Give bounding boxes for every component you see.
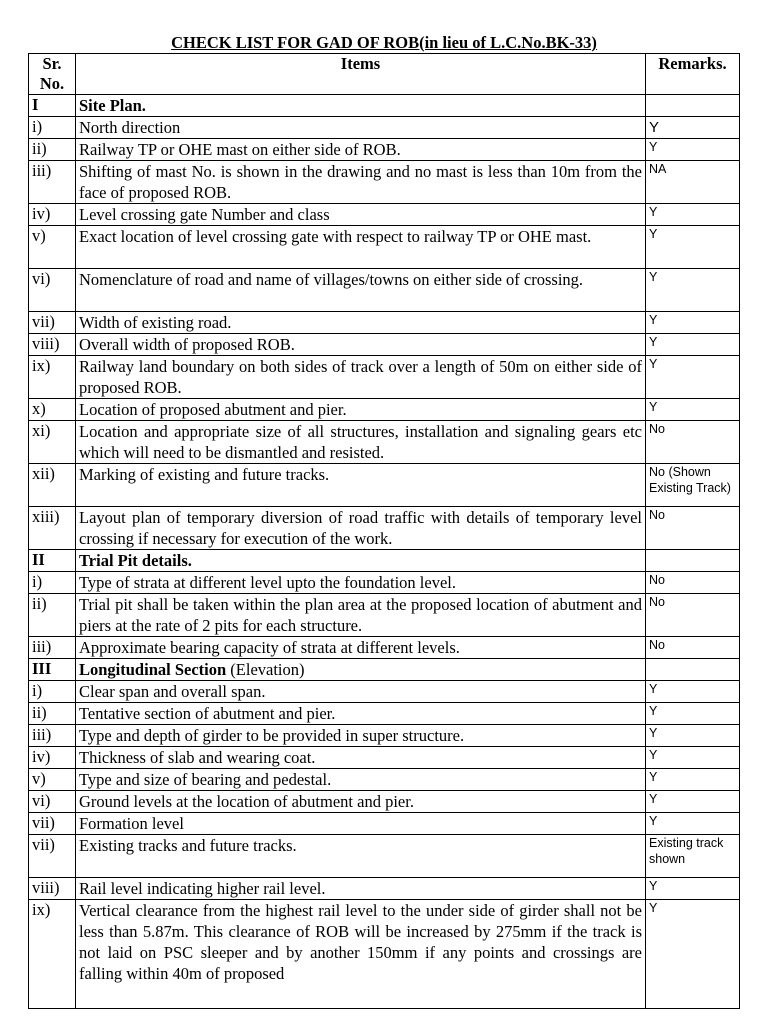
table-row (29, 312, 740, 334)
row-item: Tentative section of abutment and pier. (76, 703, 646, 725)
row-sr-no: v) (29, 769, 76, 791)
row-sr-no: iii) (29, 637, 76, 659)
row-item: Location and appropriate size of all structures, installation and signaling gears etc which will need to be dismantled and resisted. (76, 421, 646, 464)
row-item: Clear span and overall span. (76, 681, 646, 703)
row-item: Nomenclature of road and name of villages/towns on either side of crossing. (76, 269, 646, 312)
row-sr-no: III (29, 659, 76, 681)
row-remark (646, 550, 740, 572)
row-remark: Y (646, 725, 740, 747)
row-sr-no: vii) (29, 312, 76, 334)
table-row (29, 681, 740, 703)
row-remark: Y (646, 791, 740, 813)
row-item: Location of proposed abutment and pier. (76, 399, 646, 421)
table-row (29, 421, 740, 464)
row-sr-no: iii) (29, 725, 76, 747)
row-item: Railway land boundary on both sides of track over a length of 50m on either side of proposed ROB. (76, 356, 646, 399)
row-sr-no: II (29, 550, 76, 572)
row-item: Type and depth of girder to be provided in super structure. (76, 725, 646, 747)
row-remark (646, 95, 740, 117)
row-item: Trial pit shall be taken within the plan area at the proposed location of abutment and piers at the rate of 2 pits for each structure. (76, 594, 646, 637)
row-remark: Y (646, 747, 740, 769)
row-item: Type and size of bearing and pedestal. (76, 769, 646, 791)
row-remark: Y (646, 204, 740, 226)
table-row (29, 637, 740, 659)
row-remark: Existing track shown (646, 835, 740, 878)
row-sr-no: iv) (29, 747, 76, 769)
section-heading-suffix: (Elevation) (230, 660, 305, 679)
row-remark: Y (646, 769, 740, 791)
row-sr-no: i) (29, 572, 76, 594)
row-sr-no: xi) (29, 421, 76, 464)
row-sr-no: ii) (29, 703, 76, 725)
row-item: Railway TP or OHE mast on either side of ROB. (76, 139, 646, 161)
table-row (29, 747, 740, 769)
row-remark: No (Shown Existing Track) (646, 464, 740, 507)
row-sr-no: viii) (29, 334, 76, 356)
row-remark: Y (646, 226, 740, 269)
row-remark: Y (646, 334, 740, 356)
row-item: Layout plan of temporary diversion of road traffic with details of temporary level crossing if necessary for execution of the work. (76, 507, 646, 550)
column-header-remarks: Remarks. (646, 54, 740, 95)
table-row (29, 161, 740, 204)
table-row (29, 550, 740, 572)
row-item: Width of existing road. (76, 312, 646, 334)
row-remark: Y (646, 399, 740, 421)
row-sr-no: x) (29, 399, 76, 421)
row-sr-no: ii) (29, 139, 76, 161)
table-row (29, 835, 740, 878)
row-sr-no: ix) (29, 356, 76, 399)
table-row (29, 725, 740, 747)
row-remark: Y (646, 312, 740, 334)
row-item: Marking of existing and future tracks. (76, 464, 646, 507)
row-item: Level crossing gate Number and class (76, 204, 646, 226)
column-header-items: Items (76, 54, 646, 95)
table-row (29, 769, 740, 791)
row-sr-no: iii) (29, 161, 76, 204)
row-sr-no: ii) (29, 594, 76, 637)
table-row (29, 878, 740, 900)
row-remark: NA (646, 161, 740, 204)
row-remark: Y (646, 269, 740, 312)
row-sr-no: i) (29, 681, 76, 703)
column-header-sr-no: Sr. No. (29, 54, 76, 95)
row-sr-no: vii) (29, 835, 76, 878)
table-row (29, 139, 740, 161)
row-remark (646, 659, 740, 681)
row-sr-no: xii) (29, 464, 76, 507)
row-remark: No (646, 594, 740, 637)
table-row (29, 594, 740, 637)
row-sr-no: ix) (29, 900, 76, 1009)
row-remark: No (646, 507, 740, 550)
row-item: Overall width of proposed ROB. (76, 334, 646, 356)
row-sr-no: I (29, 95, 76, 117)
table-row (29, 507, 740, 550)
row-item: Shifting of mast No. is shown in the drawing and no mast is less than 10m from the face of proposed ROB. (76, 161, 646, 204)
row-sr-no: vii) (29, 813, 76, 835)
checklist-table (28, 53, 740, 1009)
row-item: Approximate bearing capacity of strata at different levels. (76, 637, 646, 659)
row-item: Exact location of level crossing gate with respect to railway TP or OHE mast. (76, 226, 646, 269)
row-sr-no: vi) (29, 269, 76, 312)
section-heading: Trial Pit details. (76, 550, 646, 572)
table-header-row (29, 54, 740, 95)
row-sr-no: iv) (29, 204, 76, 226)
section-heading-title: Longitudinal Section (79, 660, 227, 679)
row-item: Type of strata at different level upto the foundation level. (76, 572, 646, 594)
row-item: Ground levels at the location of abutment and pier. (76, 791, 646, 813)
table-row (29, 399, 740, 421)
row-item: Existing tracks and future tracks. (76, 835, 646, 878)
table-row (29, 334, 740, 356)
row-sr-no: viii) (29, 878, 76, 900)
document-title: CHECK LIST FOR GAD OF ROB(in lieu of L.C.No.BK-33) (171, 33, 597, 52)
table-row (29, 204, 740, 226)
row-remark: Y (646, 878, 740, 900)
table-row (29, 356, 740, 399)
row-sr-no: xiii) (29, 507, 76, 550)
row-remark: No (646, 572, 740, 594)
table-row (29, 659, 740, 681)
row-sr-no: vi) (29, 791, 76, 813)
table-row (29, 226, 740, 269)
row-remark: Y (646, 900, 740, 1009)
row-item: Formation level (76, 813, 646, 835)
table-row (29, 269, 740, 312)
row-sr-no: i) (29, 117, 76, 139)
table-row (29, 813, 740, 835)
table-row (29, 464, 740, 507)
row-sr-no: v) (29, 226, 76, 269)
table-row (29, 900, 740, 1009)
row-remark: No (646, 421, 740, 464)
table-row (29, 791, 740, 813)
row-remark: Y (646, 117, 740, 139)
row-item: Rail level indicating higher rail level. (76, 878, 646, 900)
row-remark: Y (646, 813, 740, 835)
table-row (29, 572, 740, 594)
table-row (29, 117, 740, 139)
row-item: North direction (76, 117, 646, 139)
section-heading: Site Plan. (76, 95, 646, 117)
row-item: Vertical clearance from the highest rail level to the under side of girder shall not be less than 5.87m. This clearance of ROB will be increased by 275mm if the track is not laid on PSC sleeper and by another 150mm if any points and crossings are falling within 40m of proposed (76, 900, 646, 1009)
row-remark: Y (646, 139, 740, 161)
table-row (29, 703, 740, 725)
row-remark: Y (646, 703, 740, 725)
section-heading (76, 659, 646, 681)
row-remark: Y (646, 356, 740, 399)
row-remark: Y (646, 681, 740, 703)
row-remark: No (646, 637, 740, 659)
table-row (29, 95, 740, 117)
row-item: Thickness of slab and wearing coat. (76, 747, 646, 769)
